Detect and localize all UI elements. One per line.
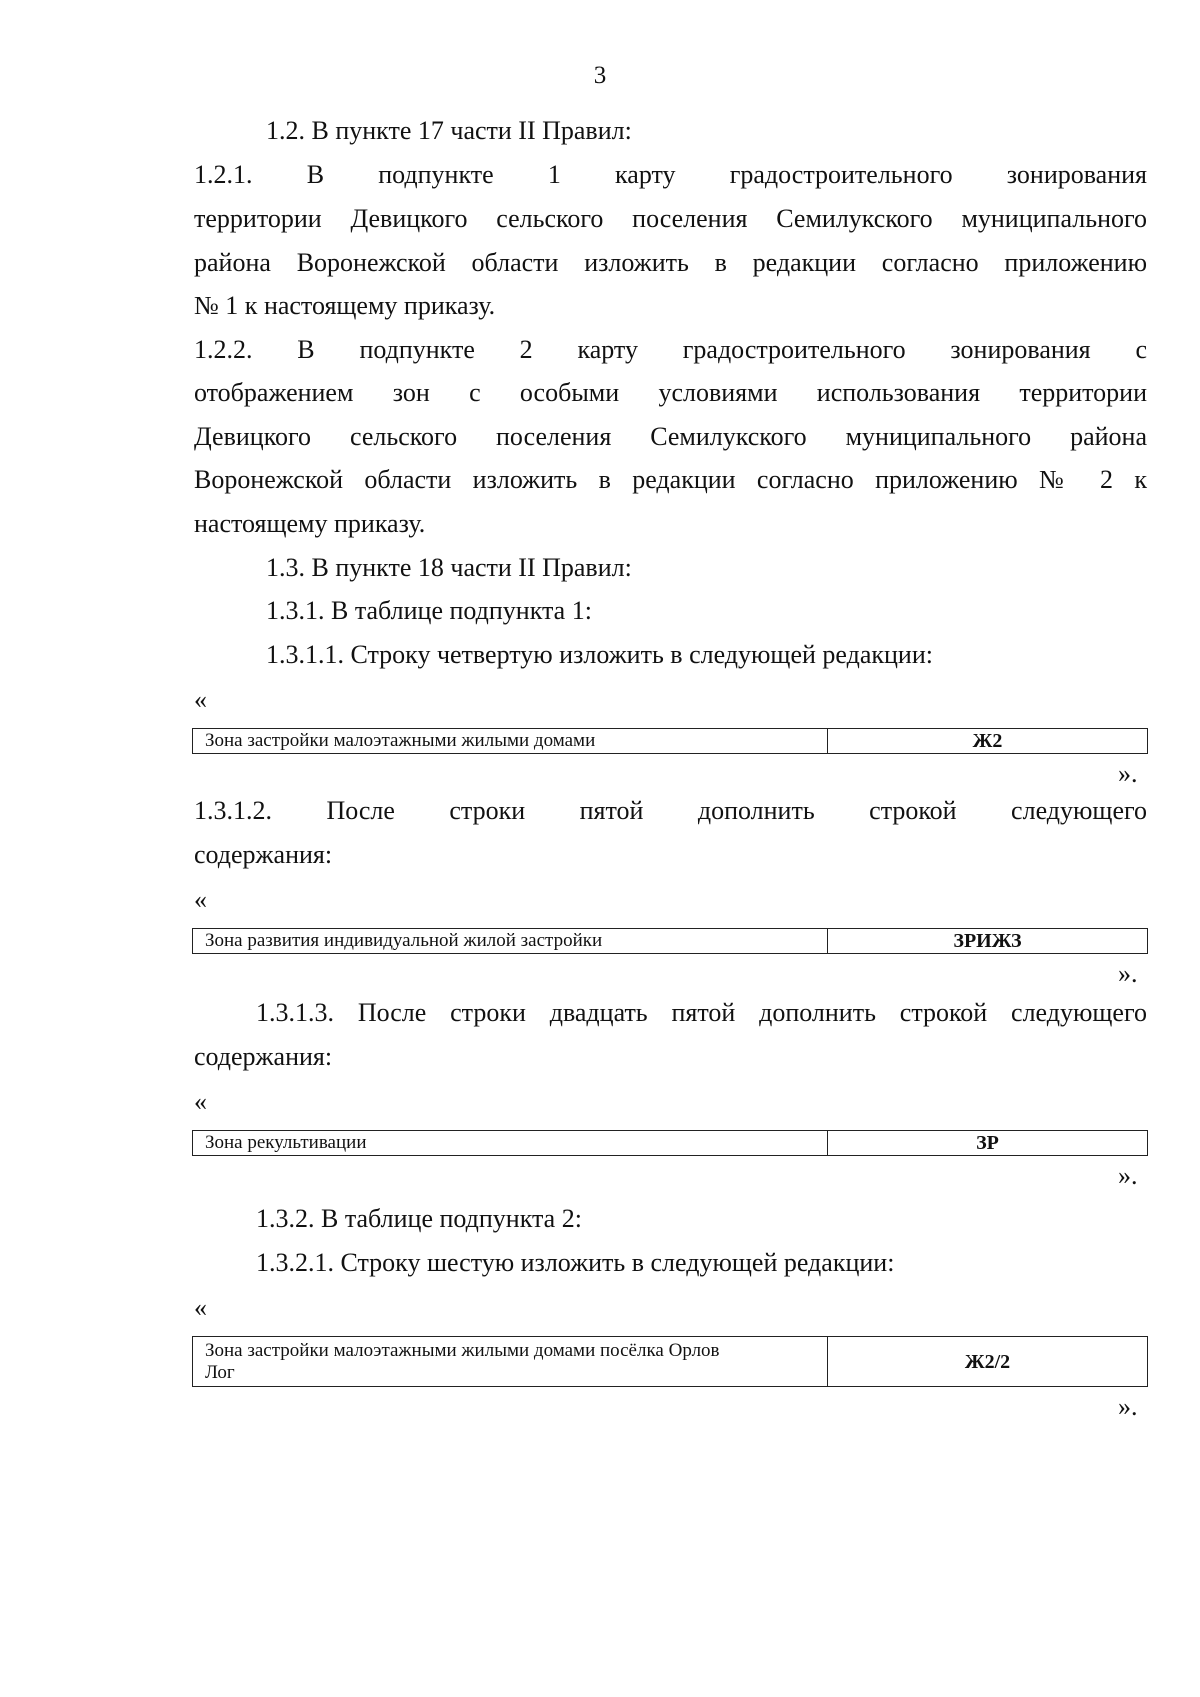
paragraph-1-3-2-1: 1.3.2.1. Строку шестую изложить в следующей редакции: xyxy=(256,1248,895,1277)
paragraph-1-3-1-2-line-2: содержания: xyxy=(194,840,333,869)
zone-code-cell: ЗРИЖЗ xyxy=(828,929,1148,954)
zone-table-2 xyxy=(192,928,1148,954)
paragraph-1-2-1-line-1: 1.2.1. В подпункте 1 карту градостроительного зонирования xyxy=(194,160,1147,189)
paragraph-1-2-1-line-2: территории Девицкого сельского поселения Семилукского муниципального xyxy=(194,204,1147,233)
paragraph-1-3-1-1: 1.3.1.1. Строку четвертую изложить в следующей редакции: xyxy=(266,640,933,669)
zone-name-line-1: Зона застройки малоэтажными жилыми домами посёлка Орлов xyxy=(205,1339,720,1361)
paragraph-1-2-2-line-5: настоящему приказу. xyxy=(194,509,426,538)
closing-quote: ». xyxy=(1118,959,1138,988)
table-row xyxy=(193,929,1148,954)
zone-name-cell: Зона развития индивидуальной жилой застройки xyxy=(193,929,828,954)
closing-quote: ». xyxy=(1118,759,1138,788)
paragraph-1-2-2-line-4: Воронежской области изложить в редакции согласно приложению № 2 к xyxy=(194,465,1147,494)
paragraph-1-3-1: 1.3.1. В таблице подпункта 1: xyxy=(266,596,592,625)
table-row xyxy=(193,1337,1148,1387)
closing-quote: ». xyxy=(1118,1392,1138,1421)
opening-quote: « xyxy=(194,1293,207,1322)
paragraph-1-2-2-line-2: отображением зон с особыми условиями использования территории xyxy=(194,378,1147,407)
zone-table-4 xyxy=(192,1336,1148,1387)
paragraph-1-3-1-2-line-1: 1.3.1.2. После строки пятой дополнить строкой следующего xyxy=(194,796,1147,825)
opening-quote: « xyxy=(194,885,207,914)
opening-quote: « xyxy=(194,1087,207,1116)
zone-code-cell: ЗР xyxy=(828,1131,1148,1156)
page-number: 3 xyxy=(593,62,607,89)
zone-table-3 xyxy=(192,1130,1148,1156)
closing-quote: ». xyxy=(1118,1161,1138,1190)
zone-name-cell xyxy=(193,1337,828,1387)
table-row xyxy=(193,1131,1148,1156)
paragraph-1-2-2-line-1: 1.2.2. В подпункте 2 карту градостроительного зонирования с xyxy=(194,335,1147,364)
paragraph-1-2-1-line-3: района Воронежской области изложить в редакции согласно приложению xyxy=(194,248,1147,277)
paragraph-1-2-1-line-4: № 1 к настоящему приказу. xyxy=(194,291,496,320)
paragraph-1-3: 1.3. В пункте 18 части II Правил: xyxy=(266,553,632,582)
paragraph-1-3-2: 1.3.2. В таблице подпункта 2: xyxy=(256,1204,582,1233)
paragraph-1-3-1-3-line-2: содержания: xyxy=(194,1042,333,1071)
paragraph-1-2: 1.2. В пункте 17 части II Правил: xyxy=(266,116,632,145)
zone-code-cell: Ж2/2 xyxy=(828,1337,1148,1387)
paragraph-1-2-2-line-3: Девицкого сельского поселения Семилукского муниципального района xyxy=(194,422,1147,451)
table-row xyxy=(193,729,1148,754)
zone-table-1 xyxy=(192,728,1148,754)
zone-name-cell: Зона застройки малоэтажными жилыми домами xyxy=(193,729,828,754)
opening-quote: « xyxy=(194,685,207,714)
paragraph-1-3-1-3-line-1: 1.3.1.3. После строки двадцать пятой дополнить строкой следующего xyxy=(256,998,1147,1027)
zone-name-cell: Зона рекультивации xyxy=(193,1131,828,1156)
zone-code-cell: Ж2 xyxy=(828,729,1148,754)
zone-name-line-2: Лог xyxy=(205,1361,235,1383)
